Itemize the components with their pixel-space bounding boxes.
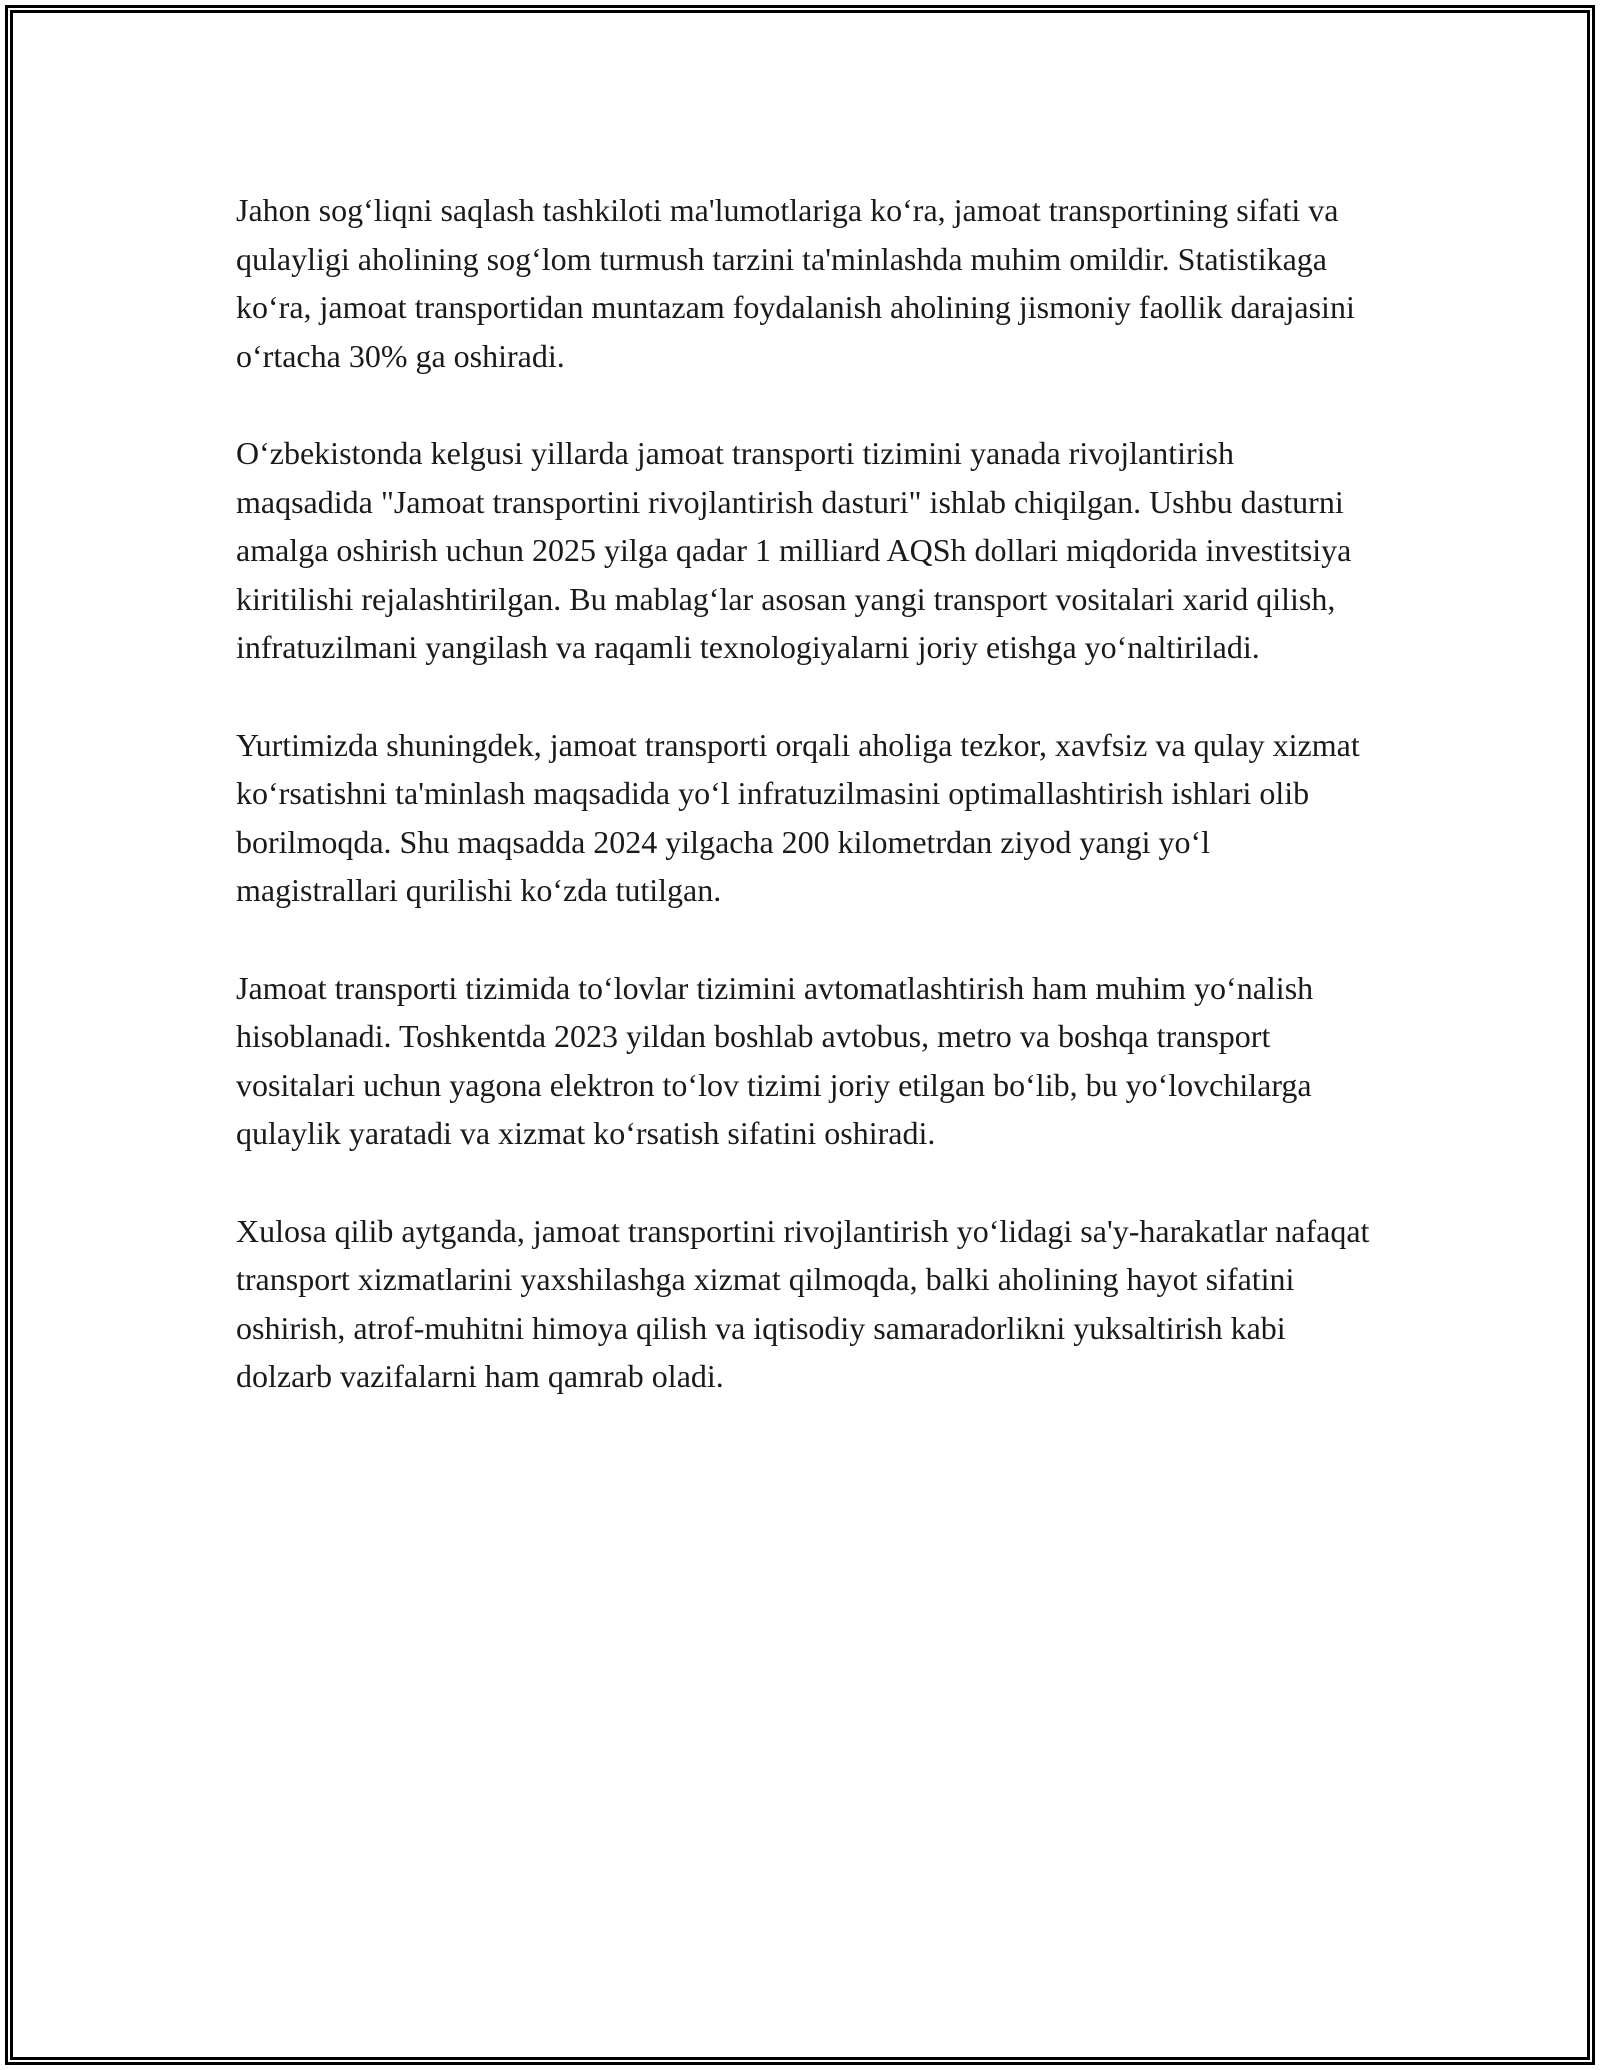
paragraph-3: Yurtimizda shuningdek, jamoat transporti orqali aholiga tezkor, xavfsiz va qulay xizmat ko‘rsatishni ta'minlash maqsadida yo‘l infratuzilmasini optimallashtirish ishlari olib borilmoqda. Shu maqsadda 2024 yilgacha 200 kilometrdan ziyod yangi yo‘l magistrallari qurilishi ko‘zda tutilgan. — [236, 726, 1360, 908]
document-body — [236, 186, 1376, 1450]
paragraph-5: Xulosa qilib aytganda, jamoat transportini rivojlantirish yo‘lidagi sa'y-harakatlar nafaqat transport xizmatlarini yaxshilashga xizmat qilmoqda, balki aholining hayot sifatini oshirish, atrof-muhitni himoya qilish va iqtisodiy samaradorlikni yuksaltirish kabi dolzarb vazifalarni ham qamrab oladi. — [236, 1212, 1370, 1394]
paragraph-4: Jamoat transporti tizimida to‘lovlar tizimini avtomatlashtirish ham muhim yo‘nalish hisoblanadi. Toshkentda 2023 yildan boshlab avtobus, metro va boshqa transport vositalari uchun yagona elektron to‘lov tizimi joriy etilgan bo‘lib, bu yo‘lovchilarga qulaylik yaratadi va xizmat ko‘rsatish sifatini oshiradi. — [236, 969, 1314, 1151]
paragraph-1: Jahon sog‘liqni saqlash tashkiloti ma'lumotlariga ko‘ra, jamoat transportining sifati va qulayligi aholining sog‘lom turmush tarzini ta'minlashda muhim omildir. Statistikaga ko‘ra, jamoat transportidan muntazam foydalanish aholining jismoniy faollik darajasini o‘rtacha 30% ga oshiradi. — [236, 192, 1355, 374]
paragraph-2: O‘zbekistonda kelgusi yillarda jamoat transporti tizimini yanada rivojlantirish maqsadida "Jamoat transportini rivojlantirish dasturi" ishlab chiqilgan. Ushbu dasturni amalga oshirish uchun 2025 yilga qadar 1 milliard AQSh dollari miqdorida investitsiya kiritilishi rejalashtirilgan. Bu mablag‘lar asosan yangi transport vositalari xarid qilish, infratuzilmani yangilash va raqamli texnologiyalarni joriy etishga yo‘naltiriladi. — [236, 435, 1352, 665]
